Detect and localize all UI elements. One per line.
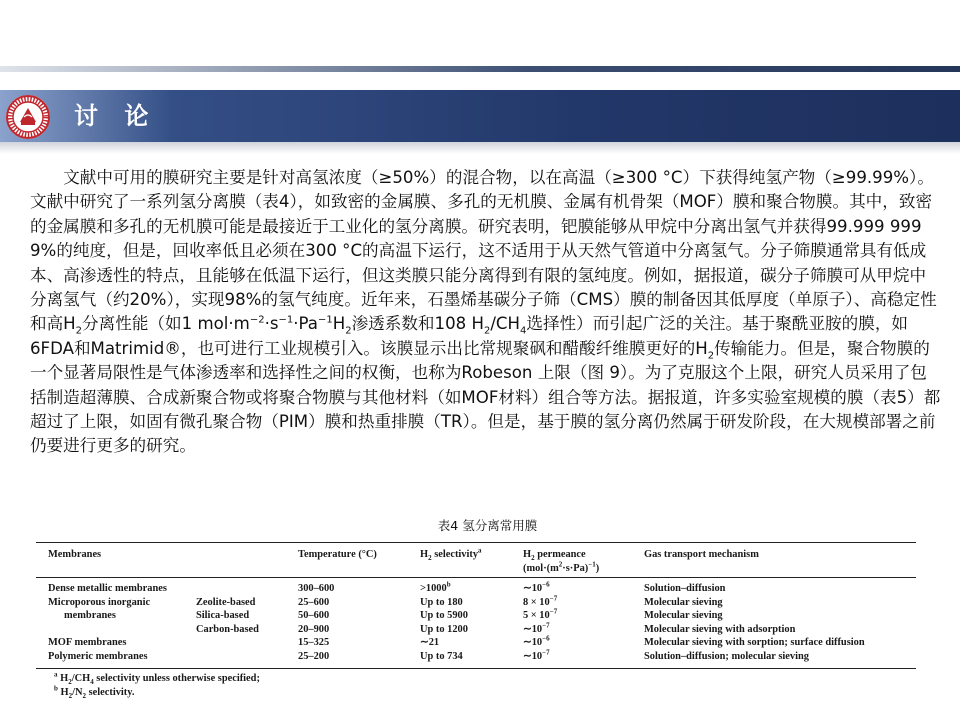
cell-mechanism: Solution–diffusion; molecular sieving [644, 651, 809, 662]
cell-temperature: 25–600 [298, 596, 330, 608]
cell-membrane: Dense metallic membranes [48, 583, 167, 594]
cell-membrane: Polymeric membranes [48, 651, 148, 662]
university-seal-icon [6, 95, 50, 139]
cell-membrane-subtype: Carbon-based [196, 623, 259, 635]
table-header-rule [36, 577, 916, 578]
cell-mechanism: Solution–diffusion [644, 583, 726, 594]
slide-title: 讨 论 [74, 102, 158, 130]
header-temperature: Temperature (°C) [298, 549, 377, 560]
cell-selectivity: Up to 734 [420, 651, 463, 662]
body-paragraph: 文献中可用的膜研究主要是针对高氢浓度（≥50%）的混合物，以在高温（≥300 °C）下获得纯氢产物（≥99.99%）。文献中研究了一系列氢分离膜（表4），如致密的金属膜、多孔的无机膜、金属有机骨架（MOF）膜和聚合物膜。其中，致密的金属膜和多孔的无机膜可能是最接近于工业化的氢分离膜。研究表明，钯膜能够从甲烷中分离出氢气并获得99.999 999 9%的纯度，但是，回收率低且必须在300 °C的高温下运行，这不适用于从天然气管道中分离氢气。分子筛膜通常具有低成本、高渗透性的特点，且能够在低温下运行，但这类膜只能分离得到有限的氢纯度。例如，据报道，碳分子筛膜可从甲烷中分离氢气（约20%），实现98%的氢气纯度。近年来，石墨烯基碳分子筛（CMS）膜的制备因其低厚度（单原子）、高稳定性和高$H_2$分离性能（如1 $mol\cdot m^{-2}\cdot s^{-1}\cdot Pa^{-1}H_2$渗透系数和108 $H_2/CH_4$选择性）而引起广泛的关注。基于聚酰亚胺的膜，如6FDA和Matrimid®，也可进行工业规模引入。该膜显示出比常规聚砜和醋酸纤维膜更好的$H_2$传输能力。但是，聚合物膜的一个显著局限性是气体渗透率和选择性之间的权衡，也称为Robeson 上限（图 9）。为了克服这个上限，研究人员采用了包括制造超薄膜、合成新聚合物或将聚合物膜与其他材料（如MOF材料）组合等方法。据报道，许多实验室规模的膜（表5）都超过了上限，如固有微孔聚合物（PIM）膜和热重排膜（TR）。但是，基于膜的氢分离仍然属于研发阶段，在大规模部署之前仍要进行更多的研究。 [30, 168, 941, 456]
header-permeance-unit: $(mol\cdot(m^2\cdot s\cdot Pa)^{-1})$ [523, 560, 600, 574]
cell-mechanism: Molecular sieving with adsorption [644, 623, 796, 635]
footnote-a: $^a$ $H_2/CH_4$ selectivity unless otherwise specified; [54, 670, 260, 687]
cell-membrane: membranes [64, 610, 116, 622]
cell-mechanism: Molecular sieving with sorption; surface diffusion [644, 637, 865, 649]
cell-selectivity: ∼21 [420, 637, 440, 649]
cell-permeance: $\sim 10^{-6}$ [523, 634, 550, 649]
cell-selectivity: $>1000^b$ [420, 580, 451, 594]
cell-temperature: 25–200 [298, 651, 330, 662]
cell-membrane-subtype: Zeolite-based [196, 596, 256, 608]
cell-temperature: 50–600 [298, 610, 330, 622]
cell-permeance: $\sim 10^{-6}$ [523, 580, 550, 594]
table-bottom-rule [36, 668, 916, 669]
header-membranes: Membranes [48, 549, 102, 560]
cell-membrane-subtype: Silica-based [196, 610, 250, 622]
cell-mechanism: Molecular sieving [644, 610, 723, 622]
table-caption: 表4 氢分离常用膜 [437, 518, 538, 533]
cell-selectivity: Up to 5900 [420, 610, 468, 622]
cell-permeance: $\sim 10^{-7}$ [523, 621, 550, 635]
header-permeance: $H_2$ permeance [523, 549, 586, 563]
cell-membrane: Microporous inorganic [48, 596, 151, 608]
cell-selectivity: Up to 180 [420, 596, 463, 608]
cell-temperature: 300–600 [298, 583, 335, 594]
cell-permeance: $5 \times 10^{-7}$ [523, 607, 558, 622]
title-shadow [0, 142, 960, 154]
header-top-bar [0, 66, 960, 72]
header-mechanism: Gas transport mechanism [644, 549, 759, 560]
cell-temperature: 20–900 [298, 623, 330, 635]
cell-temperature: 15–325 [298, 637, 330, 649]
header-selectivity: $H_2$ selectivity$^a$ [420, 546, 482, 563]
cell-permeance: $\sim 10^{-7}$ [523, 648, 550, 662]
table-top-rule [36, 542, 916, 543]
cell-selectivity: Up to 1200 [420, 623, 468, 635]
cell-mechanism: Molecular sieving [644, 596, 723, 608]
footnote-b: $^b$ $H_2/N_2$ selectivity. [54, 684, 135, 701]
cell-permeance: $8 \times 10^{-7}$ [523, 594, 558, 608]
cell-membrane: MOF membranes [48, 637, 127, 649]
